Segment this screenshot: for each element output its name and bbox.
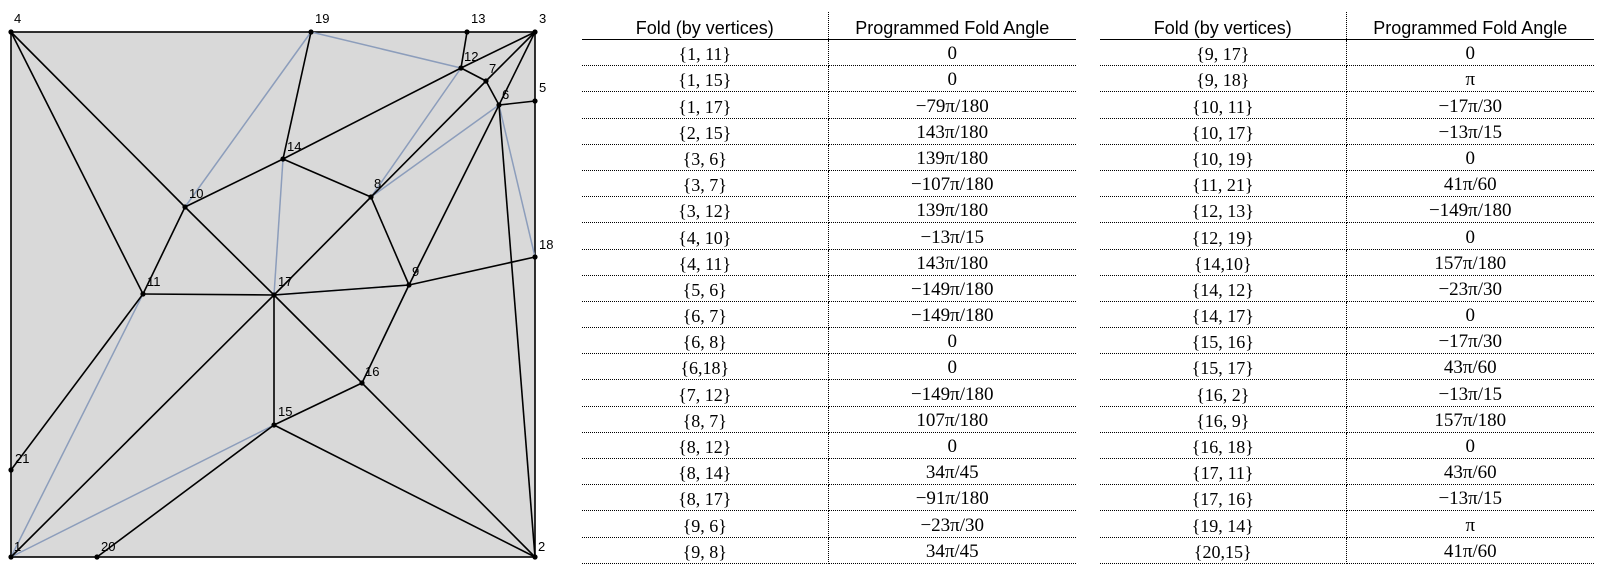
angle-cell: 34π/45 bbox=[828, 537, 1076, 563]
fold-cell: {6,18} bbox=[582, 354, 828, 380]
angle-cell: 34π/45 bbox=[828, 459, 1076, 485]
header-fold: Fold (by vertices) bbox=[582, 12, 828, 40]
table-row bbox=[1100, 511, 1594, 537]
table-row bbox=[582, 537, 1076, 563]
crease-pattern-diagram bbox=[0, 0, 560, 571]
table-row bbox=[1100, 406, 1594, 432]
vertex-label: 17 bbox=[278, 274, 293, 289]
fold-cell: {4, 10} bbox=[582, 223, 828, 249]
table-row bbox=[1100, 537, 1594, 563]
fold-cell: {3, 7} bbox=[582, 170, 828, 196]
table-row bbox=[582, 249, 1076, 275]
fold-cell: {8, 7} bbox=[582, 406, 828, 432]
fold-cell: {10, 17} bbox=[1100, 118, 1346, 144]
table-row bbox=[1100, 40, 1594, 66]
table-row bbox=[1100, 459, 1594, 485]
fold-angle-table-left bbox=[582, 12, 1076, 564]
fold-crease-line bbox=[143, 294, 274, 295]
angle-cell: −13π/15 bbox=[828, 223, 1076, 249]
fold-cell: {16, 9} bbox=[1100, 406, 1346, 432]
vertex-dot bbox=[532, 554, 537, 559]
fold-cell: {12, 19} bbox=[1100, 223, 1346, 249]
fold-cell: {9, 18} bbox=[1100, 66, 1346, 92]
fold-cell: {16, 18} bbox=[1100, 432, 1346, 458]
fold-cell: {9, 17} bbox=[1100, 40, 1346, 66]
vertex-dot bbox=[8, 29, 13, 34]
table-row bbox=[1100, 170, 1594, 196]
fold-cell: {5, 6} bbox=[582, 275, 828, 301]
fold-cell: {14, 17} bbox=[1100, 301, 1346, 327]
table-row bbox=[582, 197, 1076, 223]
header-fold: Fold (by vertices) bbox=[1100, 12, 1346, 40]
table-row bbox=[582, 66, 1076, 92]
fold-cell: {1, 15} bbox=[582, 66, 828, 92]
header-angle: Programmed Fold Angle bbox=[1346, 12, 1594, 40]
angle-cell: −149π/180 bbox=[828, 301, 1076, 327]
vertex-label: 4 bbox=[14, 11, 22, 26]
angle-cell: −13π/15 bbox=[1346, 380, 1594, 406]
fold-angle-table-right bbox=[1100, 12, 1594, 564]
angle-cell: 143π/180 bbox=[828, 118, 1076, 144]
fold-cell: {3, 12} bbox=[582, 197, 828, 223]
angle-cell: −149π/180 bbox=[828, 380, 1076, 406]
angle-cell: π bbox=[1346, 66, 1594, 92]
fold-cell: {8, 12} bbox=[582, 432, 828, 458]
fold-cell: {10, 19} bbox=[1100, 144, 1346, 170]
angle-cell: 43π/60 bbox=[1346, 459, 1594, 485]
vertex-label: 21 bbox=[15, 451, 30, 466]
angle-cell: 139π/180 bbox=[828, 144, 1076, 170]
vertex-dot bbox=[8, 467, 13, 472]
vertex-label: 19 bbox=[315, 11, 330, 26]
fold-cell: {4, 11} bbox=[582, 249, 828, 275]
table-row bbox=[582, 485, 1076, 511]
vertex-dot bbox=[464, 29, 469, 34]
table-row bbox=[582, 328, 1076, 354]
fold-cell: {20,15} bbox=[1100, 537, 1346, 563]
vertex-label: 12 bbox=[464, 49, 479, 64]
fold-cell: {8, 14} bbox=[582, 459, 828, 485]
vertex-label: 3 bbox=[539, 11, 547, 26]
table-row bbox=[1100, 275, 1594, 301]
table-row bbox=[1100, 92, 1594, 118]
vertex-label: 10 bbox=[189, 186, 204, 201]
table-row bbox=[1100, 118, 1594, 144]
angle-cell: 0 bbox=[1346, 223, 1594, 249]
table-row bbox=[582, 223, 1076, 249]
angle-cell: −23π/30 bbox=[1346, 275, 1594, 301]
table-row bbox=[1100, 249, 1594, 275]
table-row bbox=[1100, 197, 1594, 223]
vertex-label: 18 bbox=[539, 237, 554, 252]
angle-cell: 157π/180 bbox=[1346, 249, 1594, 275]
angle-cell: −17π/30 bbox=[1346, 92, 1594, 118]
table-row bbox=[1100, 354, 1594, 380]
vertex-label: 8 bbox=[374, 176, 382, 191]
vertex-dot bbox=[94, 554, 99, 559]
vertex-label: 20 bbox=[101, 539, 116, 554]
vertex-dot bbox=[271, 292, 276, 297]
vertex-dot bbox=[406, 282, 411, 287]
angle-cell: 0 bbox=[1346, 40, 1594, 66]
vertex-label: 13 bbox=[471, 11, 486, 26]
angle-cell: 0 bbox=[828, 40, 1076, 66]
vertex-dot bbox=[359, 380, 364, 385]
fold-cell: {1, 11} bbox=[582, 40, 828, 66]
header-angle: Programmed Fold Angle bbox=[828, 12, 1076, 40]
angle-cell: 139π/180 bbox=[828, 197, 1076, 223]
angle-cell: 41π/60 bbox=[1346, 170, 1594, 196]
table-row bbox=[582, 380, 1076, 406]
table-row bbox=[582, 432, 1076, 458]
angle-cell: 43π/60 bbox=[1346, 354, 1594, 380]
angle-cell: −149π/180 bbox=[1346, 197, 1594, 223]
fold-cell: {9, 6} bbox=[582, 511, 828, 537]
table-row bbox=[1100, 301, 1594, 327]
fold-cell: {9, 8} bbox=[582, 537, 828, 563]
fold-cell: {3, 6} bbox=[582, 144, 828, 170]
angle-cell: −107π/180 bbox=[828, 170, 1076, 196]
fold-cell: {17, 11} bbox=[1100, 459, 1346, 485]
angle-cell: 41π/60 bbox=[1346, 537, 1594, 563]
table-row bbox=[582, 118, 1076, 144]
fold-cell: {11, 21} bbox=[1100, 170, 1346, 196]
table-row bbox=[1100, 432, 1594, 458]
table-row bbox=[582, 275, 1076, 301]
fold-cell: {15, 16} bbox=[1100, 328, 1346, 354]
vertex-label: 11 bbox=[147, 274, 161, 289]
fold-cell: {10, 11} bbox=[1100, 92, 1346, 118]
vertex-dot bbox=[532, 29, 537, 34]
angle-cell: 0 bbox=[1346, 301, 1594, 327]
table-row bbox=[1100, 66, 1594, 92]
angle-cell: 143π/180 bbox=[828, 249, 1076, 275]
vertex-dot bbox=[483, 78, 488, 83]
angle-cell: −23π/30 bbox=[828, 511, 1076, 537]
fold-cell: {16, 2} bbox=[1100, 380, 1346, 406]
angle-cell: −149π/180 bbox=[828, 275, 1076, 301]
vertex-dot bbox=[532, 254, 537, 259]
vertex-dot bbox=[308, 29, 313, 34]
table-row bbox=[582, 40, 1076, 66]
angle-cell: 107π/180 bbox=[828, 406, 1076, 432]
angle-cell: 0 bbox=[1346, 432, 1594, 458]
fold-cell: {8, 17} bbox=[582, 485, 828, 511]
angle-cell: −13π/15 bbox=[1346, 118, 1594, 144]
vertex-label: 16 bbox=[365, 364, 380, 379]
vertex-label: 5 bbox=[539, 80, 547, 95]
vertex-dot bbox=[496, 102, 501, 107]
fold-cell: {12, 13} bbox=[1100, 197, 1346, 223]
fold-cell: {6, 8} bbox=[582, 328, 828, 354]
table-row bbox=[1100, 144, 1594, 170]
angle-cell: 0 bbox=[828, 354, 1076, 380]
fold-cell: {19, 14} bbox=[1100, 511, 1346, 537]
table-row bbox=[1100, 223, 1594, 249]
vertex-label: 7 bbox=[489, 61, 497, 76]
angle-cell: π bbox=[1346, 511, 1594, 537]
vertex-label: 14 bbox=[287, 139, 302, 154]
vertex-dot bbox=[532, 98, 537, 103]
fold-cell: {17, 16} bbox=[1100, 485, 1346, 511]
table-row bbox=[582, 459, 1076, 485]
fold-cell: {14,10} bbox=[1100, 249, 1346, 275]
fold-cell: {14, 12} bbox=[1100, 275, 1346, 301]
fold-cell: {6, 7} bbox=[582, 301, 828, 327]
vertex-label: 1 bbox=[14, 539, 22, 554]
angle-cell: 157π/180 bbox=[1346, 406, 1594, 432]
angle-cell: 0 bbox=[828, 66, 1076, 92]
vertex-label: 9 bbox=[412, 264, 420, 279]
table-row bbox=[582, 144, 1076, 170]
vertex-label: 2 bbox=[538, 539, 546, 554]
vertex-dot bbox=[280, 156, 285, 161]
angle-cell: −91π/180 bbox=[828, 485, 1076, 511]
vertex-dot bbox=[140, 291, 145, 296]
fold-cell: {7, 12} bbox=[582, 380, 828, 406]
table-row bbox=[582, 354, 1076, 380]
angle-cell: −17π/30 bbox=[1346, 328, 1594, 354]
angle-cell: −79π/180 bbox=[828, 92, 1076, 118]
angle-cell: −13π/15 bbox=[1346, 485, 1594, 511]
angle-cell: 0 bbox=[828, 432, 1076, 458]
vertex-dot bbox=[458, 65, 463, 70]
table-row bbox=[582, 301, 1076, 327]
fold-cell: {1, 17} bbox=[582, 92, 828, 118]
vertex-dot bbox=[8, 554, 13, 559]
table-row bbox=[582, 170, 1076, 196]
fold-cell: {2, 15} bbox=[582, 118, 828, 144]
vertex-dot bbox=[271, 422, 276, 427]
fold-cell: {15, 17} bbox=[1100, 354, 1346, 380]
vertex-dot bbox=[368, 194, 373, 199]
vertex-label: 6 bbox=[502, 87, 510, 102]
vertex-dot bbox=[182, 204, 187, 209]
table-row bbox=[582, 406, 1076, 432]
angle-cell: 0 bbox=[828, 328, 1076, 354]
table-row bbox=[582, 92, 1076, 118]
table-row bbox=[582, 511, 1076, 537]
vertex-label: 15 bbox=[278, 404, 293, 419]
table-row bbox=[1100, 328, 1594, 354]
angle-cell: 0 bbox=[1346, 144, 1594, 170]
table-row bbox=[1100, 380, 1594, 406]
table-row bbox=[1100, 485, 1594, 511]
